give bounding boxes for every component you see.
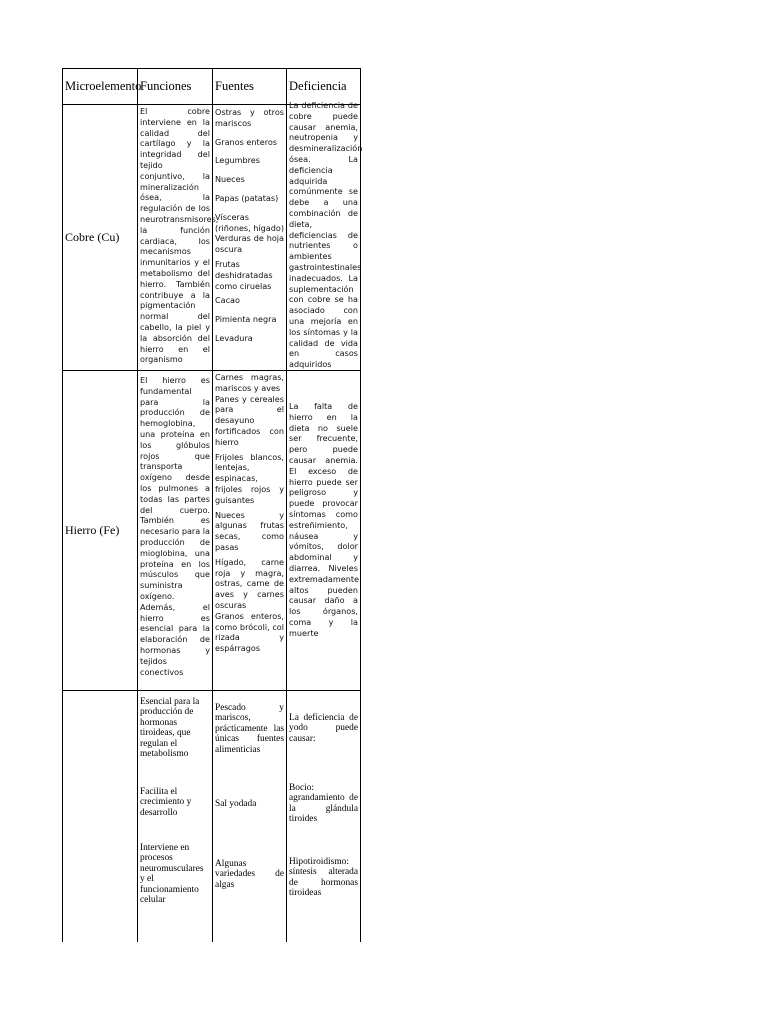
fuente-item: Frutas deshidratadas como ciruelas bbox=[215, 258, 273, 291]
fuente-item: Nueces bbox=[215, 174, 245, 185]
deficiencia-cell bbox=[287, 691, 361, 943]
fuentes-cell bbox=[213, 105, 287, 371]
element-name bbox=[63, 691, 138, 943]
table-row-cobre bbox=[63, 105, 361, 371]
fuente-item: Papas (patatas) bbox=[215, 192, 279, 203]
header-fuentes: Fuentes bbox=[213, 69, 287, 105]
fuente-item: Nueces y algunas frutas secas, como pasas bbox=[215, 509, 284, 552]
funcion-item: Esencial para la producción de hormonas tiroideas, que regulan el metabolismo bbox=[140, 697, 200, 760]
deficiencia-item: La deficiencia de yodo puede causar: bbox=[289, 713, 358, 744]
header-deficiencia: Deficiencia bbox=[287, 69, 361, 105]
fuente-item: Granos enteros bbox=[215, 136, 278, 147]
fuentes-cell bbox=[213, 691, 287, 943]
header-funciones: Funciones bbox=[138, 69, 213, 105]
funciones-text: El hierro es fundamental para la producción de hemoglobina, una proteína en los glóbulos rojos que transporta oxígeno desde los pulmones a todas las partes del cuerpo. También es necesario para la producción de mioglobina, una proteína en los músculos que suministra oxígeno. Además, el hierro es esencial para la elaboración de hormonas y tejidos conectivos bbox=[140, 375, 210, 677]
fuente-item: Panes y cereales para el desayuno fortificados con hierro bbox=[215, 393, 284, 447]
deficiencia-text: La deficiencia de cobre puede causar anemia, neutropenia y desmineralización ósea. La deficiencia adquirida comúnmente se debe a una combinación de dieta, deficiencias de nutrientes o ambientes gastrointestinales inadecuados. La suplementación con cobre se ha asociado con una mejoría en los síntomas y la calidad de vida en casos adquiridos bbox=[289, 100, 363, 370]
table-row-yodo bbox=[63, 691, 361, 943]
fuente-item: Sal yodada bbox=[215, 799, 257, 809]
fuente-item: Frijoles blancos, lentejas, espinacas, frijoles rojos y guisantes bbox=[215, 451, 284, 505]
fuente-item: Pescado y mariscos, prácticamente las únicas fuentes alimenticias bbox=[215, 703, 284, 755]
fuente-item: Vísceras (riñones, hígado) Verduras de hoja oscura bbox=[215, 211, 285, 255]
element-name: Hierro (Fe) bbox=[63, 371, 138, 691]
fuente-item: Pimienta negra bbox=[215, 314, 277, 325]
fuente-item: Granos enteros, como brócoli, col rizada y espárragos bbox=[215, 610, 284, 654]
fuente-item: Legumbres bbox=[215, 155, 260, 166]
fuente-item: Levadura bbox=[215, 332, 253, 343]
funcion-item: Facilita el crecimiento y desarrollo bbox=[140, 787, 192, 818]
fuente-item: Algunas variedades de algas bbox=[215, 859, 284, 890]
funciones-cell bbox=[138, 371, 213, 691]
deficiencia-cell bbox=[287, 100, 363, 371]
fuentes-cell bbox=[213, 371, 287, 691]
deficiencia-cell bbox=[287, 371, 361, 691]
fuente-item: Hígado, carne roja y magra, ostras, carne de aves y carnes oscuras bbox=[215, 556, 284, 610]
funcion-item: Interviene en procesos neuromusculares y el funcionamiento celular bbox=[140, 843, 204, 906]
fuente-item: Carnes magras, mariscos y aves bbox=[215, 372, 284, 393]
header-microelemento: Microelemento bbox=[63, 69, 138, 105]
fuente-item: Ostras y otros mariscos bbox=[215, 107, 284, 128]
element-name: Cobre (Cu) bbox=[63, 105, 138, 371]
nutrient-table bbox=[62, 68, 361, 942]
deficiencia-text: La falta de hierro en la dieta no suele ser frecuente, pero puede causar anemia. El exceso de hierro puede ser peligroso y puede provocar síntomas como estreñimiento, náusea y vómitos, dolor abdominal y diarrea. Niveles extremadamente altos pueden causar daño a los órganos, coma y la muerte bbox=[289, 401, 360, 638]
funciones-cell bbox=[138, 105, 219, 371]
deficiencia-item: Hipotiroidismo: síntesis alterada de hormonas tiroideas bbox=[289, 857, 358, 899]
funciones-text: El cobre interviene en la calidad del cartílago y la integridad del tejido conjuntivo, la mineralización ósea, la regulación de los neurotransmisores, la función cardiaca, los mecanismos inmunitarios y el metabolismo del hierro. También contribuye a la pigmentación normal del cabello, la piel y la absorción del hierro en el organismo bbox=[140, 106, 219, 365]
funciones-cell bbox=[138, 691, 213, 943]
deficiencia-item: Bocio: agrandamiento de la glándula tiroides bbox=[289, 783, 358, 825]
fuente-item: Cacao bbox=[215, 295, 240, 306]
table-row-hierro bbox=[63, 371, 361, 691]
